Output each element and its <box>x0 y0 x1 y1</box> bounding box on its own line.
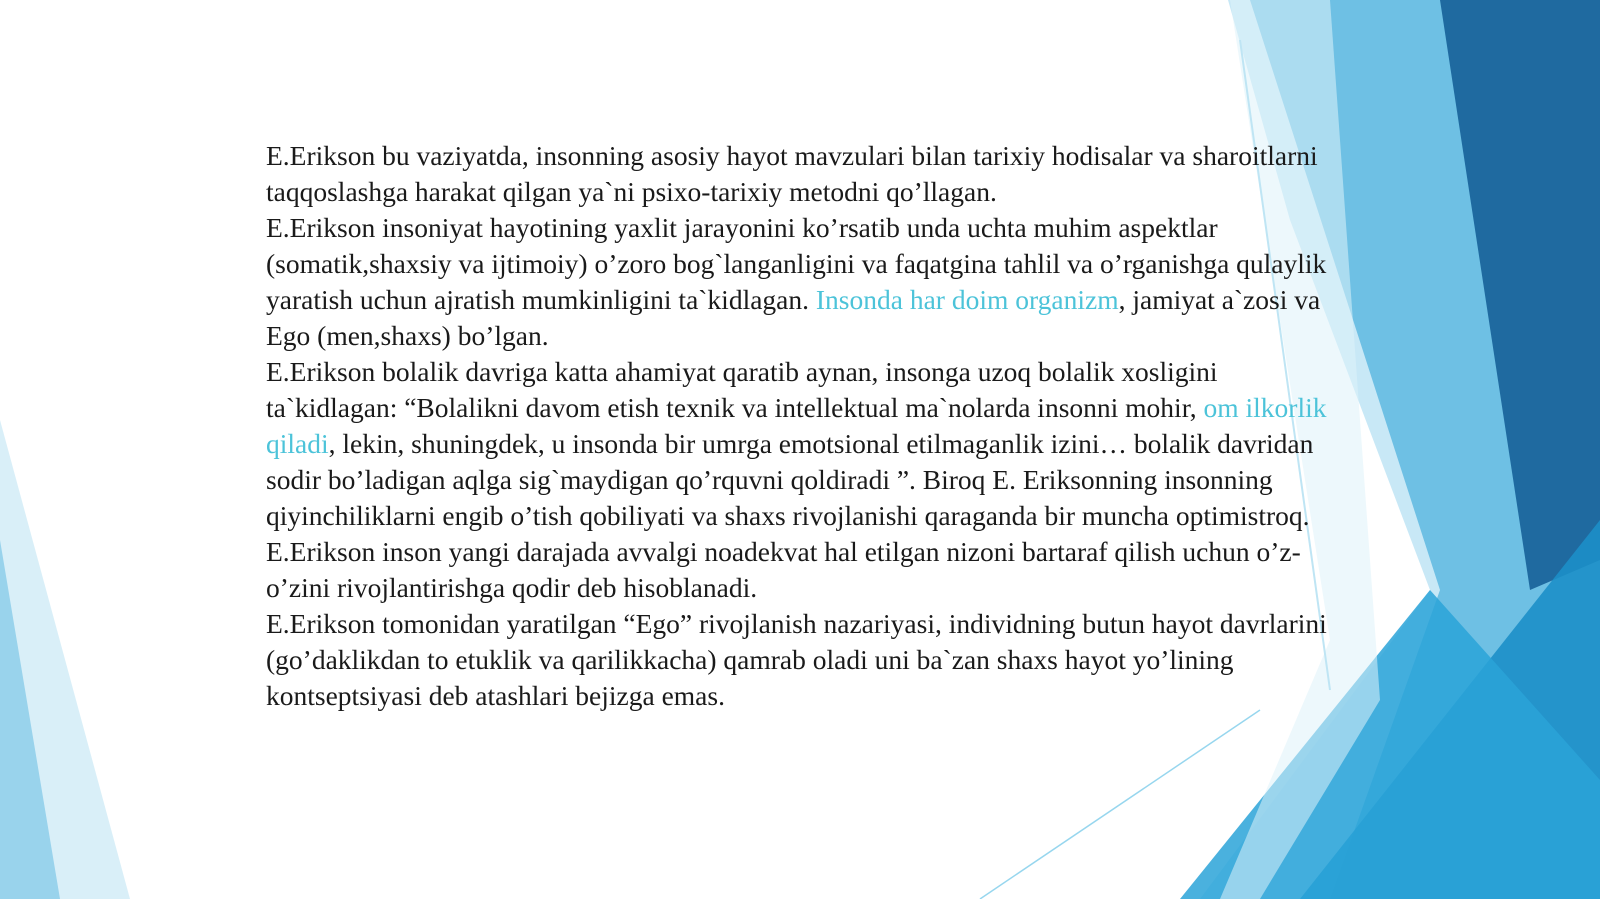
paragraph-4-text: E.Erikson tomonidan yaratilgan “Ego” rivojlanish nazariyasi, individning butun hayot davrlarini (go’daklikdan to etuklik va qarilikkacha) qamrab oladi uni ba`zan shaxs hayot yo’lining kontseptsiyasi deb atashlari bejizga emas. <box>266 608 1327 711</box>
paragraph-1-text: E.Erikson bu vaziyatda, insonning asosiy hayot mavzulari bilan tarixiy hodisalar va sharoitlarni taqqoslashga harakat qilgan ya`ni psixo-tarixiy metodni qo’llagan. <box>266 140 1318 207</box>
paragraph-3-text-before: E.Erikson bolalik davriga katta ahamiyat qaratib aynan, insonga uzoq bolalik xosligini ta`kidlagan: “Bolalikni davom etish texnik va intellektual ma`nolarda insonni mohir, <box>266 356 1218 423</box>
paragraph-2-text-before: E.Erikson insoniyat hayotining yaxlit jarayonini ko’rsatib unda uchta muhim aspektlar (somatik,shaxsiy va ijtimoiy) o’zoro bog`langanligini va faqatgina tahlil va o’rganishga qulaylik yaratish uchun ajratish mumkinligini ta`kidlagan. <box>266 212 1327 315</box>
paragraph-3-highlight: om ilkorlik qiladi <box>266 392 1327 459</box>
paragraph-4 <box>266 606 1346 714</box>
left-pale-panel <box>0 420 130 899</box>
paragraph-2 <box>266 210 1346 354</box>
body-text <box>266 138 1346 714</box>
paragraph-3 <box>266 354 1346 606</box>
paragraph-2-highlight: Insonda har doim organizm <box>815 284 1119 315</box>
paragraph-1 <box>266 138 1346 210</box>
paragraph-2-text-after: , jamiyat a`zosi va Ego (men,shaxs) bo’lgan. <box>266 284 1321 351</box>
paragraph-3-text-after: , lekin, shuningdek, u insonda bir umrga emotsional etilmaganlik izini… bolalik davridan sodir bo’ladigan aqlga sig`maydigan qo’rquvni qoldiradi ”. Biroq E. Eriksonning insonning qiyinchiliklarni engib o’tish qobiliyati va shaxs rivojlanishi qaraganda bir muncha optimistroq. E.Erikson inson yangi darajada avvalgi noadekvat hal etilgan nizoni bartaraf qilish uchun o’z-o’zini rivojlantirishga qodir deb hisoblanadi. <box>266 428 1314 603</box>
